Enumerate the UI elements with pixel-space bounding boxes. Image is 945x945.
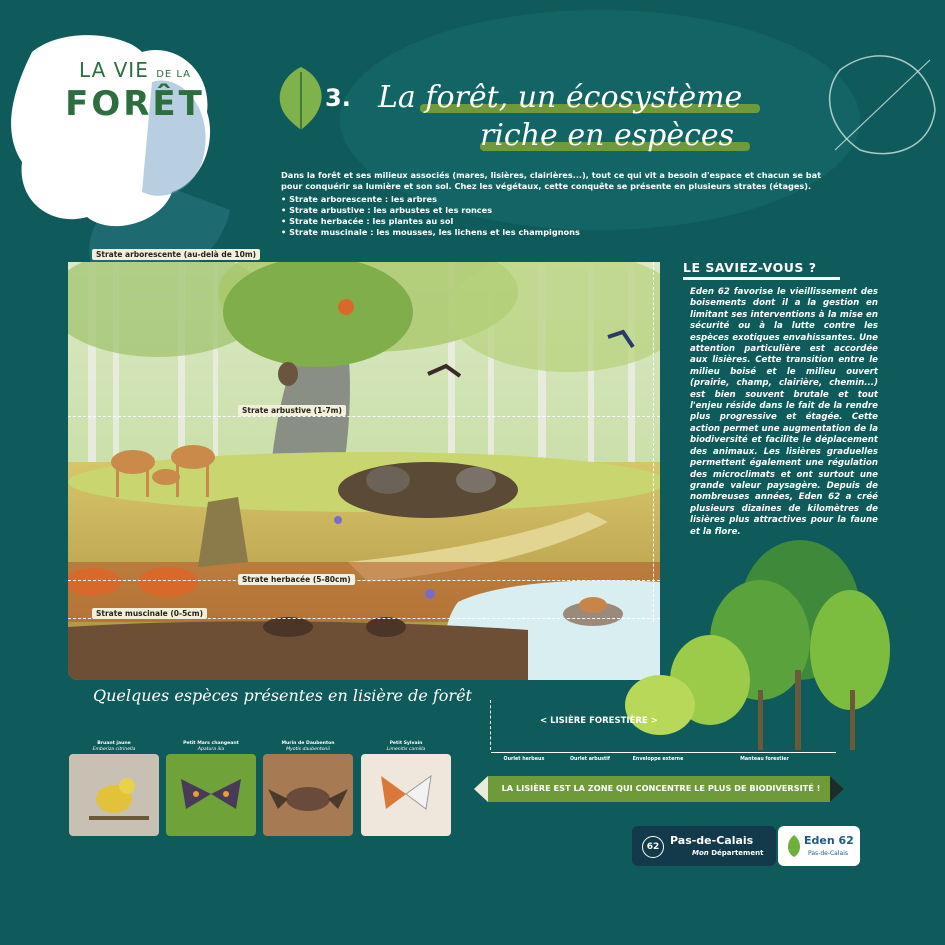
lisiere-axis (491, 752, 836, 753)
chevron-right-icon: > (650, 716, 658, 726)
title-number: 3. (325, 84, 351, 112)
pdc-number-badge: 62 (642, 836, 664, 858)
logo-line2: FORÊT (65, 84, 205, 124)
butterfly-image (166, 754, 256, 836)
intro-text (281, 170, 841, 238)
species-card-murin (263, 754, 353, 836)
species-title: Quelques espèces présentes en lisière de forêt (93, 686, 472, 705)
lisiere-segment: Enveloppe externe (632, 757, 684, 762)
species-latin: Apatura ilia (197, 747, 225, 752)
logo-line1b: DE LA (156, 69, 192, 80)
lisiere-bracket (490, 700, 491, 750)
strate-arbustive-label: Strate arbustive (1-7m) (238, 405, 346, 416)
logo-leaf-shape (2, 22, 217, 237)
lisiere-segment: Ourlet herbeux (503, 757, 545, 762)
species-latin: Myotis daubentonii (286, 747, 330, 752)
title-line1: La forêt, un écosystème (378, 80, 743, 115)
strata-item: • Strate arbustive : les arbustes et les ronces (281, 205, 841, 216)
strate-line (68, 416, 660, 417)
pdc-name: Pas-de-Calais (670, 834, 754, 847)
strata-item: • Strate muscinale : les mousses, les lichens et les champignons (281, 227, 841, 238)
lisiere-segment: Ourlet arbustif (569, 757, 611, 762)
strata-item: • Strate herbacée : les plantes au sol (281, 216, 841, 227)
lisiere-banner-text: LA LISIÈRE EST LA ZONE QUI CONCENTRE LE PLUS DE BIODIVERSITÉ ! (501, 783, 821, 793)
strate-arborescente-label: Strate arborescente (au-delà de 10m) (92, 249, 260, 260)
strata-item: • Strate arborescente : les arbres (281, 194, 841, 205)
species-name: Murin de Daubenton (281, 741, 335, 746)
species-latin: Emberiza citrinella (92, 747, 136, 752)
species-card-mars (166, 754, 256, 836)
saviez-underline (683, 277, 840, 280)
chevron-left-icon: < (540, 716, 548, 726)
logo-line1: LA VIE (78, 58, 149, 82)
species-name: Bruant jaune (97, 741, 131, 746)
bird-image (69, 754, 159, 836)
species-name: Petit Sylvain (389, 741, 423, 746)
species-latin: Limenitis camilla (386, 747, 426, 752)
saviez-title: LE SAVIEZ-VOUS ? (683, 260, 817, 275)
species-caption (356, 741, 456, 753)
species-card-sylvain (361, 754, 451, 836)
lisiere-segment: Manteau forestier (740, 757, 789, 762)
species-name: Petit Mars changeant (183, 741, 239, 746)
pdc-sub-italic: Mon (692, 849, 709, 857)
eden-name: Eden 62 (804, 834, 854, 847)
eden-leaf-icon (784, 833, 804, 859)
logo (60, 58, 210, 124)
title-leaf-icon (276, 64, 326, 134)
lisiere-label (540, 716, 658, 726)
intro-paragraph: Dans la forêt et ses milieux associés (mares, lisières, clairières...), tout ce qui vit a besoin d'espace et chacun se bat pour conquérir sa lumière et son sol. Chez les végétaux, cette conquête se présente en plusieurs strates (étages). (281, 170, 822, 191)
lisiere-label-text: LISIÈRE FORESTIÈRE (550, 716, 648, 726)
butterfly-image (361, 754, 451, 836)
partner-logos (632, 826, 860, 866)
species-caption (161, 741, 261, 753)
strata-list (281, 194, 841, 238)
pdc-subtitle (692, 849, 763, 857)
strate-muscinale-label: Strate muscinale (0-5cm) (92, 608, 207, 619)
species-card-bruant (69, 754, 159, 836)
pdc-sub: Département (711, 849, 764, 857)
strate-herbacee-label: Strate herbacée (5-80cm) (238, 574, 355, 585)
species-caption (258, 741, 358, 753)
species-caption (64, 741, 164, 753)
eden-subtitle: Pas-de-Calais (808, 850, 848, 857)
title-line2: riche en espèces (480, 118, 735, 153)
bat-image (263, 754, 353, 836)
saviez-text: Eden 62 favorise le vieillissement des boisements dont il a la gestion en limitant ses interventions à la mise en sécurité ou à la lutte contre les espèces exotiques envahissantes. Une attention particulière est accordée aux lisières. Cette transition entre le milieu boisé et le milieu ouvert (prairie, champ, clairière, chemin...) est bien souvent brutale et tout l'enjeu réside dans le fait de la rendre plus progressive et étagée. Cette action permet une augmentation de la biodiversité et facilite le déplacement des animaux. Les lisières graduelles permettent également une régulation des microclimats et ont surtout une grande valeur paysagère. Depuis de nombreuses années, Eden 62 a créé plusieurs dizaines de kilomètres de lisières plus attractives pour la faune et la flore. (690, 287, 878, 537)
